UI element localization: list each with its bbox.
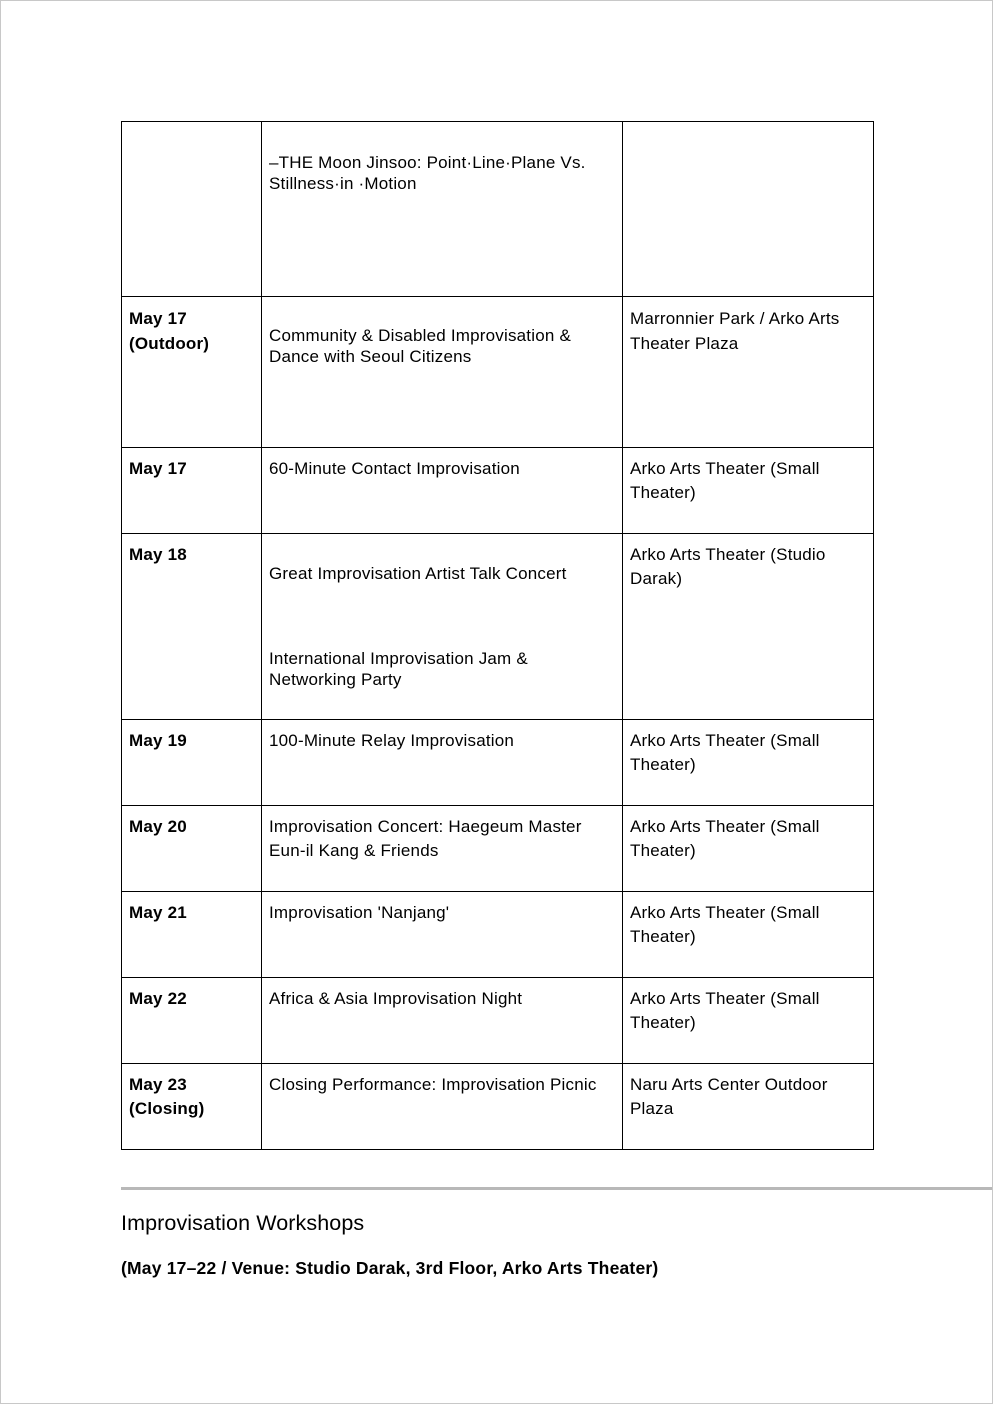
program-cell: Improvisation Concert: Haegeum Master Eun-il Kang & Friends bbox=[262, 806, 623, 892]
venue-cell: Arko Arts Theater (Small Theater) bbox=[623, 978, 874, 1064]
date-cell: May 23 (Closing) bbox=[122, 1064, 262, 1150]
program-text: Community & Disabled Improvisation & Dance with Seoul Citizens bbox=[269, 326, 571, 366]
date-cell: May 19 bbox=[122, 720, 262, 806]
program-text: International Improvisation Jam & Networking Party bbox=[269, 649, 528, 689]
date-cell: May 17 (Outdoor) bbox=[122, 297, 262, 448]
section-title: Improvisation Workshops bbox=[121, 1211, 365, 1235]
venue-cell: Naru Arts Center Outdoor Plaza bbox=[623, 1064, 874, 1150]
program-cell: Improvisation 'Nanjang' bbox=[262, 892, 623, 978]
date-cell: May 17 bbox=[122, 448, 262, 534]
venue-cell: Marronnier Park / Arko Arts Theater Plaza bbox=[623, 297, 874, 448]
venue-cell: Arko Arts Theater (Small Theater) bbox=[623, 448, 874, 534]
program-text: Great Improvisation Artist Talk Concert bbox=[269, 564, 567, 583]
program-cell: Closing Performance: Improvisation Picnic bbox=[262, 1064, 623, 1150]
table-row bbox=[122, 978, 874, 1064]
section-divider bbox=[121, 1187, 992, 1190]
program-cell bbox=[262, 297, 623, 448]
venue-cell: Arko Arts Theater (Small Theater) bbox=[623, 806, 874, 892]
schedule-table bbox=[121, 121, 874, 1150]
date-cell bbox=[122, 122, 262, 297]
venue-cell bbox=[623, 122, 874, 297]
table-row bbox=[122, 297, 874, 448]
program-cell bbox=[262, 534, 623, 720]
table-row bbox=[122, 122, 874, 297]
venue-cell: Arko Arts Theater (Small Theater) bbox=[623, 720, 874, 806]
table-row bbox=[122, 892, 874, 978]
program-cell: 60-Minute Contact Improvisation bbox=[262, 448, 623, 534]
table-row bbox=[122, 448, 874, 534]
table-row bbox=[122, 806, 874, 892]
program-cell: 100-Minute Relay Improvisation bbox=[262, 720, 623, 806]
table-row bbox=[122, 1064, 874, 1150]
date-cell: May 18 bbox=[122, 534, 262, 720]
date-cell: May 20 bbox=[122, 806, 262, 892]
venue-cell: Arko Arts Theater (Small Theater) bbox=[623, 892, 874, 978]
table-row bbox=[122, 534, 874, 720]
program-text: –THE Moon Jinsoo: Point·Line·Plane Vs. Stillness·in ·Motion bbox=[269, 153, 586, 193]
date-cell: May 21 bbox=[122, 892, 262, 978]
program-cell bbox=[262, 122, 623, 297]
table-row bbox=[122, 720, 874, 806]
program-cell: Africa & Asia Improvisation Night bbox=[262, 978, 623, 1064]
date-cell: May 22 bbox=[122, 978, 262, 1064]
section-subtitle: (May 17–22 / Venue: Studio Darak, 3rd Floor, Arko Arts Theater) bbox=[121, 1258, 659, 1278]
venue-cell: Arko Arts Theater (Studio Darak) bbox=[623, 534, 874, 720]
